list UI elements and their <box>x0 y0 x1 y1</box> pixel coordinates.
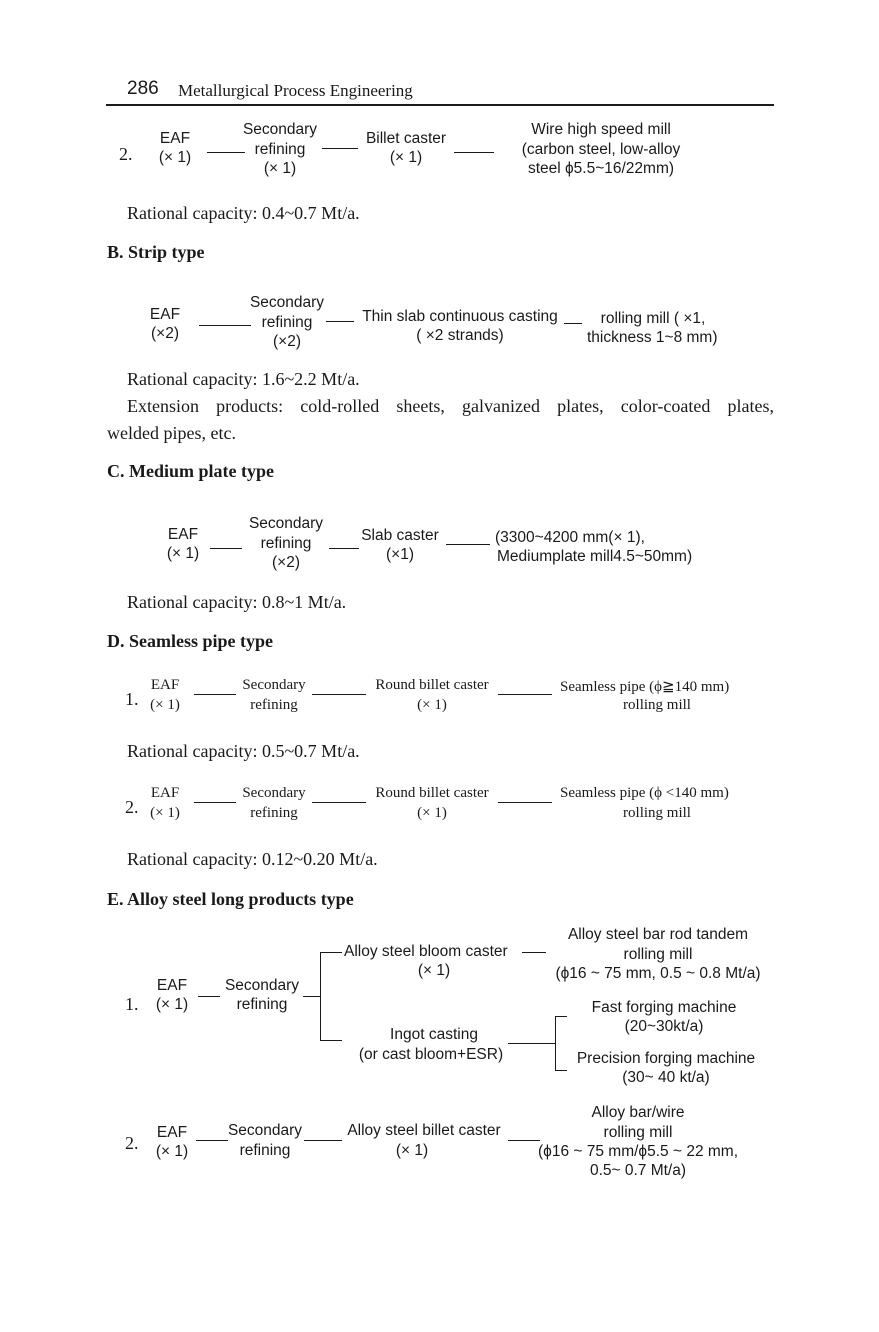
eaf-label: EAF <box>150 677 180 693</box>
route-number: 1. <box>125 689 139 709</box>
connector <box>555 1016 567 1017</box>
caster-count: (× 1) <box>389 149 423 166</box>
connector <box>508 1043 555 1044</box>
running-header-title: Metallurgical Process Engineering <box>178 81 413 100</box>
caster-label: Slab caster <box>361 527 439 544</box>
extension-products-line1: Extension products: cold-rolled sheets, galvanized plates, color-coated plates, <box>127 396 774 416</box>
caster-label: Round billet caster <box>375 785 489 801</box>
eaf-count: (×2) <box>151 325 179 342</box>
extension-products-line2: welded pipes, etc. <box>107 423 236 443</box>
mill-label-line1: Seamless pipe (ϕ≧140 mm) <box>560 679 730 695</box>
secondary-count: (× 1) <box>263 160 297 177</box>
refining-label: refining <box>261 314 313 331</box>
bar-mill-label-line3: (ϕ16 ~ 75 mm, 0.5 ~ 0.8 Mt/a) <box>555 965 761 982</box>
refining-label: refining <box>260 535 312 552</box>
route-number: 2. <box>125 1133 139 1153</box>
mill-label-line4: 0.5~ 0.7 Mt/a) <box>589 1162 687 1179</box>
caster-label: Thin slab continuous casting <box>362 308 558 325</box>
caster-count: (× 1) <box>417 805 447 821</box>
ingot-casting-label: Ingot casting <box>390 1026 478 1043</box>
eaf-label: EAF <box>156 977 188 994</box>
route-number: 2. <box>119 144 133 164</box>
rational-capacity: Rational capacity: 0.4~0.7 Mt/a. <box>127 203 360 223</box>
connector <box>194 802 236 803</box>
mill-label-line2: (carbon steel, low-alloy <box>521 141 681 158</box>
mill-label-line2: Mediumplate mill4.5~50mm) <box>497 548 693 565</box>
eaf-label: EAF <box>156 1124 188 1141</box>
precision-forging-label: Precision forging machine <box>576 1050 756 1067</box>
connector <box>320 952 342 953</box>
page-number: 286 <box>127 78 159 99</box>
mill-label-line2: rolling mill <box>623 697 691 713</box>
rational-capacity: Rational capacity: 1.6~2.2 Mt/a. <box>127 369 360 389</box>
caster-label: Round billet caster <box>375 677 489 693</box>
caster-count: (× 1) <box>417 697 447 713</box>
mill-label-line3: (ϕ16 ~ 75 mm/ϕ5.5 ~ 22 mm, <box>538 1143 738 1160</box>
bar-mill-label-line2: rolling mill <box>623 946 693 963</box>
route-number: 2. <box>125 797 139 817</box>
caster-label: Billet caster <box>365 130 447 147</box>
connector <box>312 694 366 695</box>
mill-label-line1: Alloy bar/wire <box>591 1104 685 1121</box>
bloom-caster-count: (× 1) <box>417 962 451 979</box>
rational-capacity: Rational capacity: 0.12~0.20 Mt/a. <box>127 849 378 869</box>
precision-forging-capacity: (30~ 40 kt/a) <box>622 1069 710 1086</box>
connector <box>312 802 366 803</box>
caster-count: (× 1) <box>395 1142 429 1159</box>
caster-count: ( ×2 strands) <box>416 327 504 344</box>
section-heading-medium-plate: C. Medium plate type <box>107 461 274 481</box>
eaf-label: EAF <box>167 526 199 543</box>
connector <box>498 802 552 803</box>
refining-label: refining <box>250 805 298 821</box>
caster-count: (×1) <box>386 546 414 563</box>
refining-label: refining <box>254 141 306 158</box>
mill-label-line1: Wire high speed mill <box>531 121 671 138</box>
mill-label-line2: thickness 1~8 mm) <box>587 329 718 346</box>
fast-forging-label: Fast forging machine <box>591 999 737 1016</box>
caster-label: Alloy steel billet caster <box>347 1122 501 1139</box>
eaf-count: (× 1) <box>158 149 192 166</box>
section-heading-strip: B. Strip type <box>107 242 205 262</box>
secondary-label: Secondary <box>249 294 325 311</box>
branch-bracket <box>320 952 321 1041</box>
mill-label-line1: rolling mill ( ×1, <box>600 310 706 327</box>
header-rule <box>106 104 774 106</box>
mill-label-line2: rolling mill <box>603 1124 673 1141</box>
secondary-label: Secondary <box>242 785 306 801</box>
secondary-label: Secondary <box>227 1122 303 1139</box>
fast-forging-capacity: (20~30kt/a) <box>624 1018 704 1035</box>
eaf-label: EAF <box>150 785 180 801</box>
secondary-label: Secondary <box>224 977 300 994</box>
connector <box>564 323 582 324</box>
connector <box>454 152 494 153</box>
bloom-caster-label: Alloy steel bloom caster <box>344 943 508 960</box>
connector <box>194 694 236 695</box>
rational-capacity: Rational capacity: 0.8~1 Mt/a. <box>127 592 347 612</box>
connector <box>320 1040 342 1041</box>
connector <box>446 544 490 545</box>
secondary-count: (×2) <box>272 554 300 571</box>
mill-label-line1: (3300~4200 mm(× 1), <box>495 529 645 546</box>
eaf-count: (× 1) <box>150 805 180 821</box>
section-heading-seamless-pipe: D. Seamless pipe type <box>107 631 273 651</box>
mill-label-line3: steel ϕ5.5~16/22mm) <box>527 160 675 177</box>
eaf-count: (× 1) <box>155 1143 189 1160</box>
refining-label: refining <box>250 697 298 713</box>
refining-label: refining <box>239 1142 291 1159</box>
eaf-count: (× 1) <box>155 996 189 1013</box>
eaf-count: (× 1) <box>166 545 200 562</box>
refining-label: refining <box>236 996 288 1013</box>
section-heading-alloy-steel: E. Alloy steel long products type <box>107 889 354 909</box>
secondary-label: Secondary <box>248 515 324 532</box>
eaf-count: (× 1) <box>150 697 180 713</box>
connector <box>498 694 552 695</box>
secondary-label: Secondary <box>242 121 318 138</box>
mill-label-line1: Seamless pipe (ϕ <140 mm) <box>560 785 729 801</box>
bar-mill-label-line1: Alloy steel bar rod tandem <box>567 926 749 943</box>
connector <box>198 996 220 997</box>
connector <box>210 548 242 549</box>
secondary-label: Secondary <box>242 677 306 693</box>
rational-capacity: Rational capacity: 0.5~0.7 Mt/a. <box>127 741 360 761</box>
ingot-casting-sublabel: (or cast bloom+ESR) <box>358 1046 504 1063</box>
route-number: 1. <box>125 994 139 1014</box>
connector <box>322 148 358 149</box>
connector <box>303 996 320 997</box>
mill-label-line2: rolling mill <box>623 805 691 821</box>
eaf-label: EAF <box>159 130 191 147</box>
branch-bracket <box>555 1016 556 1071</box>
secondary-count: (×2) <box>273 333 301 350</box>
connector <box>326 321 354 322</box>
eaf-label: EAF <box>149 306 181 323</box>
